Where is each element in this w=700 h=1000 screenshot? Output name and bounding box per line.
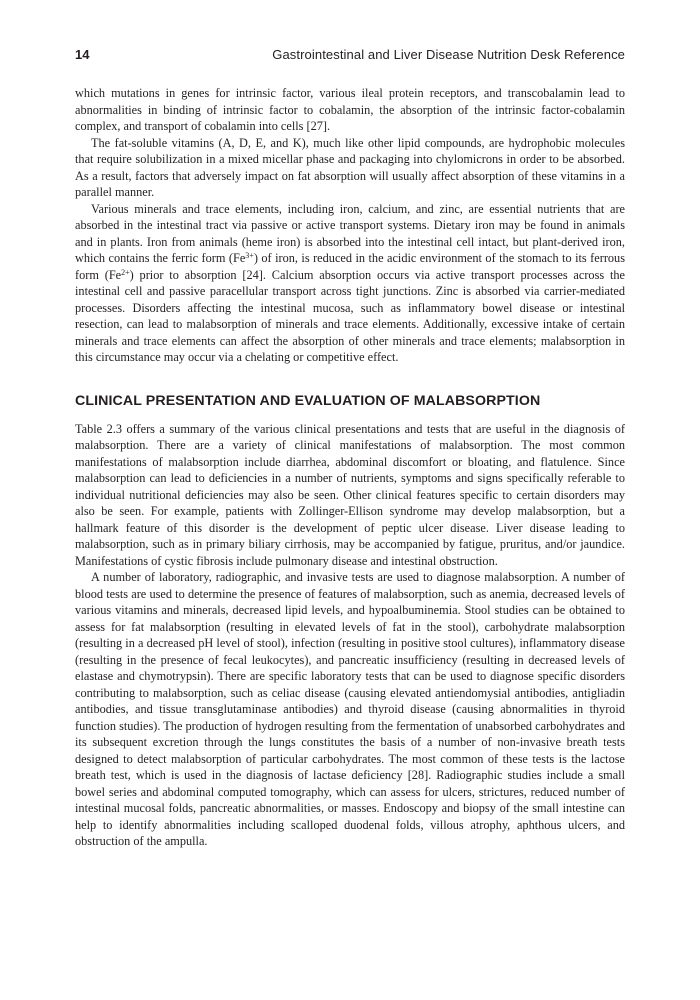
minerals-text-part-3: ) prior to absorption [24]. Calcium absorption occurs via active transport processes across the intestinal cell and passive paracellular transport across tight junctions. Zinc is absorbed via carrier-mediated processes. Disorders affecting the intestinal mucosa, such as inflammatory bowel disease or intestinal resection, can lead to malabsorption of minerals and trace elements. Additionally, excessive intake of certain minerals and trace elements can affect the absorption of other minerals and trace elements; malabsorption in this circumstance may occur via a chelating or competitive effect. xyxy=(75,267,625,364)
running-header xyxy=(75,47,625,65)
ferrous-charge-superscript: 2+ xyxy=(121,267,130,277)
paragraph-clinical-presentation: Table 2.3 offers a summary of the various clinical presentations and tests that are useful in the diagnosis of malabsorption. There are a variety of clinical manifestations of malabsorption. The most common manifestations of malabsorption include diarrhea, abdominal discomfort or bloating, and flatulence. Since malabsorption can lead to deficiencies in a number of nutrients, symptoms and signs specifically referable to individual nutritional deficiencies may also be seen. Other clinical features specific to certain disorders may also be seen. For example, patients with Zollinger-Ellison syndrome may develop malabsorption, but a hallmark feature of this disorder is the development of peptic ulcer disease. Liver disease leading to malabsorption, such as in primary biliary cirrhosis, may be accompanied by fatigue, pruritus, and/or jaundice. Manifestations of cystic fibrosis include pulmonary disease and intestinal obstruction. xyxy=(75,421,625,568)
paragraph-minerals xyxy=(75,201,625,366)
paragraph-cobalamin-continuation: which mutations in genes for intrinsic factor, various ileal protein receptors, and transcobalamin lead to abnormalities in binding of intrinsic factor to cobalamin, the absorption of the intrinsic factor-cobalamin complex, and transport of cobalamin into cells [27]. xyxy=(75,86,625,133)
section-heading: CLINICAL PRESENTATION AND EVALUATION OF MALABSORPTION xyxy=(75,392,541,409)
running-title: Gastrointestinal and Liver Disease Nutrition Desk Reference xyxy=(272,47,625,62)
ferric-charge-superscript: 3+ xyxy=(245,251,254,260)
page-number: 14 xyxy=(75,47,90,62)
body-text xyxy=(75,85,625,850)
minerals-text-part-1: Various minerals and trace elements, including iron, calcium, and zinc, are essential nutrients that are absorbed in the intestinal tract via passive or active transport systems. Dietary iron may be found in animals and in plants. Iron from animals (heme iron) is absorbed into the intestinal cell intact, but plant-derived iron, which contains the ferric form (Fe xyxy=(75,201,625,265)
minerals-text-part-2: ) of iron, is reduced in the acidic environment of the stomach to its ferrous form (Fe xyxy=(75,251,625,282)
paragraph-fat-soluble-vitamins: The fat-soluble vitamins (A, D, E, and K), much like other lipid compounds, are hydrophobic molecules that require solubilization in a mixed micellar phase and packaging into chylomicrons in order to be absorbed. As a result, factors that adversely impact on fat absorption will usually affect absorption of these vitamins in a parallel manner. xyxy=(75,135,625,199)
paragraph-diagnostic-tests: A number of laboratory, radiographic, and invasive tests are used to diagnose malabsorption. A number of blood tests are used to determine the presence of features of malabsorption, such as anemia, decreased levels of various vitamins and minerals, decreased lipid levels, and hypoalbuminemia. Stool studies can be obtained to assess for fat malabsorption (resulting in elevated levels of fat in the stool), carbohydrate malabsorption (resulting in a decreased pH level of stool), infection (resulting in positive stool cultures), inflammatory disease (resulting in the presence of fecal leukocytes), and pancreatic insufficiency (resulting in decreased levels of elastase and chymotrypsin). There are specific laboratory tests that can be used to diagnose specific disorders contributing to malabsorption, such as celiac disease (causing elevated antiendomysial antibodies, antigliadin antibodies, and tissue transglutaminase antibodies) and thyroid disease (causing abnormalities in thyroid function studies). The production of hydrogen resulting from the fermentation of unabsorbed carbohydrates and its subsequent excretion through the lungs constitutes the basis of a number of non-invasive breath tests designed to detect malabsorption of particular carbohydrates. The most common of these tests is the lactose breath test, which is used in the diagnosis of lactase deficiency [28]. Radiographic studies include a small bowel series and abdominal computed tomography, which can assess for ulcers, strictures, reduced number of intestinal mucosal folds, pancreatic abnormalities, or masses. Endoscopy and biopsy of the small intestine can help to identify abnormalities including scalloped duodenal folds, villous atrophy, aphthous ulcers, and obstruction of the ampulla. xyxy=(75,570,625,848)
